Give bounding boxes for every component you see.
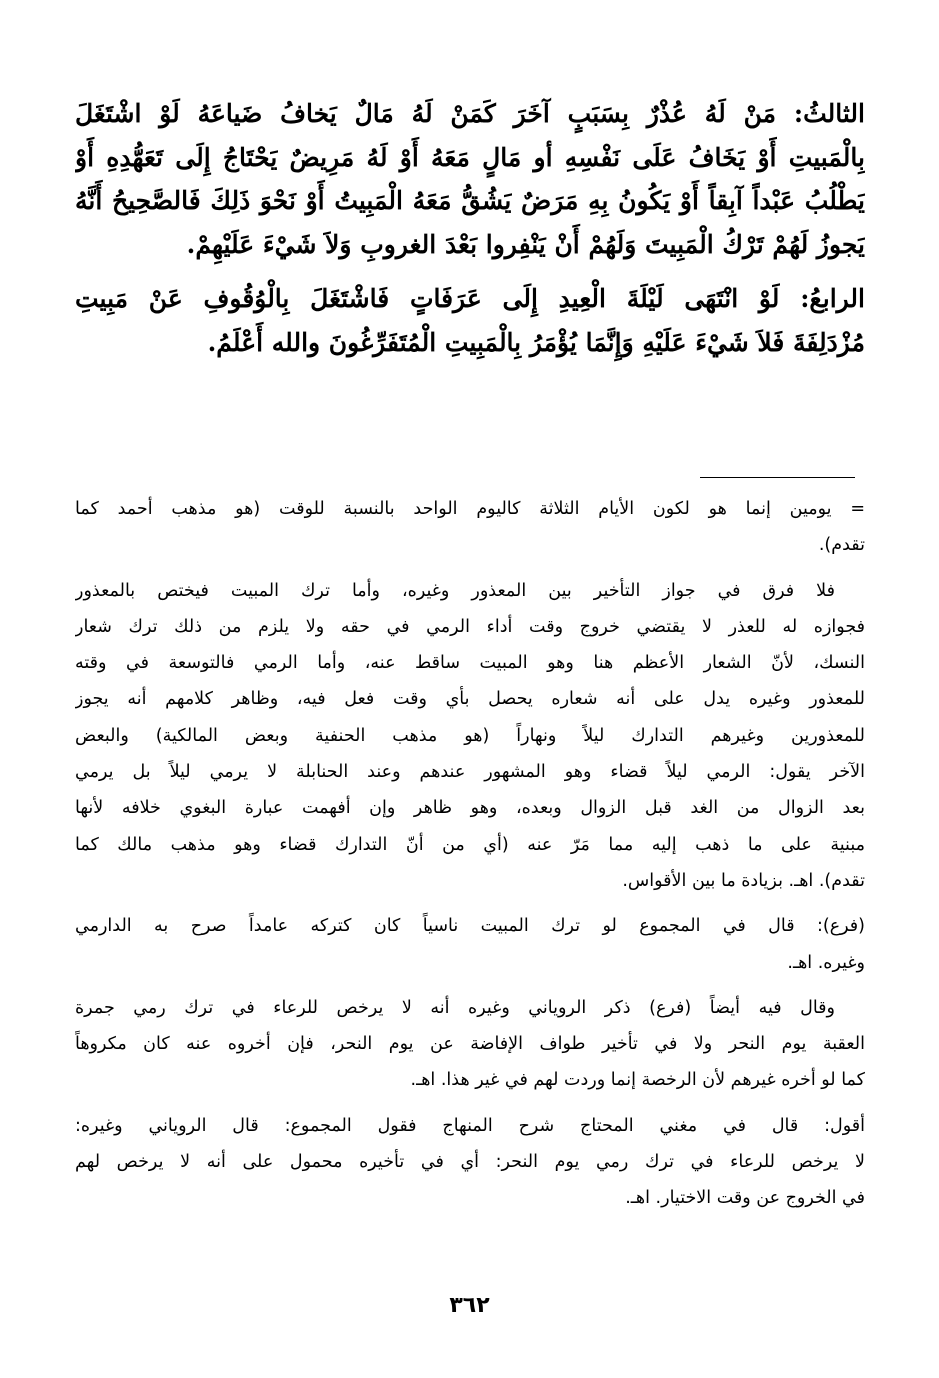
footnote-line: = يومين إنما هو لكون الأيام الثلاثة كاليوم الواحد بالنسبة للوقت (هو مذهب أحمد كما <box>75 499 865 519</box>
text-line: يَطْلُبُ عَبْداً آبِقاً أَوْ يَكُونُ بِهِ مَرَضٌ يَشُقُّ مَعَهُ الْمَبِيتُ أَوْ نَحْوَ ذَلِكَ فَالصَّحِيحُ أَنَّهُ <box>75 186 865 215</box>
section-label: الرابعُ: <box>800 284 865 313</box>
paragraph-third <box>75 92 865 266</box>
footnote-line: تقدم). اهـ. بزيادة ما بين الأقواس. <box>622 870 865 891</box>
footnote-paragraph <box>75 908 865 981</box>
section-label: الثالثُ: <box>793 99 865 128</box>
text-line-content: لَوْ انْتَهَى لَيْلَةَ الْعِيدِ إِلَى عَرَفَاتٍ فَاشْتَغَلَ بِالْوُقُوفِ عَنْ مَبِيتِ <box>75 284 780 313</box>
footnote-line: فلا فرق في جواز التأخير بين المعذور وغيره، وأما ترك المبيت فيختص بالمعذور <box>75 580 835 601</box>
footnote-line: في الخروج عن وقت الاختيار. اهـ. <box>625 1188 865 1209</box>
footnote-line: وغيره. اهـ. <box>787 952 865 973</box>
footnote-line: مبنية على ما ذهب إليه مما مَرّ عنه (أي من أنّ التدارك قضاء وهو مذهب مالك كما <box>75 834 865 855</box>
footnote-line: بعد الزوال من الغد قبل الزوال وبعده، وهو ظاهر وإن أفهمت عبارة البغوي خلافه لأنها <box>75 798 865 819</box>
main-text <box>75 92 865 375</box>
footnote-paragraph <box>75 1108 865 1217</box>
footnote-paragraph <box>75 990 865 1099</box>
footnote-divider <box>700 477 855 478</box>
page-number: ٣٦٢ <box>449 1293 490 1318</box>
footnote-line: فجوازه له للعذر لا يقتضي خروج وقت أداء الرمي في حقه ولا يلزم من ذلك ترك شعار <box>75 616 865 637</box>
footnote-line: (فرع): قال في المجموع لو ترك المبيت ناسياً كان كتركه عامداً صرح به الدارمي <box>75 916 865 937</box>
text-line <box>75 277 865 321</box>
footnote-paragraph <box>75 491 865 564</box>
footnote-line: وقال فيه أيضاً (فرع) ذكر الروياني وغيره أنه لا يرخص للرعاء في ترك رمي جمرة <box>75 997 835 1018</box>
footnote-line: أقول: قال في مغني المحتاج شرح المنهاج فقول المجموع: قال الروياني وغيره: <box>75 1115 865 1136</box>
text-line-content: مَنْ لَهُ عُذْرٌ بِسَبَبٍ آخَرَ كَمَنْ لَهُ مَالٌ يَخافُ ضَياعَهُ لَوْ اشْتَغَلَ <box>75 99 777 128</box>
paragraph-fourth <box>75 277 865 364</box>
footnotes <box>75 491 865 1226</box>
footnote-line: للمعذور وغيره يدل على أنه شعاره يحصل بأي وقت فعل فيه، وظاهر كلامهم أنه يجوز <box>75 689 865 710</box>
footnote-line: تقدم). <box>818 535 865 556</box>
text-line: مُزْدَلِفَةَ فَلاَ شَيْءَ عَلَيْهِ وَإِنَّمَا يُؤْمَرُ بِالْمَبِيتِ الْمُتَفَرِّغُونَ والله أَعْلَمُ. <box>207 327 865 357</box>
text-line: بِالْمَبيتِ أَوْ يَخَافُ عَلَى نَفْسِهِ أو مَالٍ مَعَهُ أَوْ لَهُ مَرِيضٌ يَحْتَاجُ إِلَى تَعَهُّدِهِ أَوْ <box>75 142 865 172</box>
footnote-line: للمعذورين وغيرهم التدارك ليلاً ونهاراً (هو مذهب الحنفية وبعض المالكية) والبعض <box>75 725 865 746</box>
footnote-paragraph <box>75 573 865 900</box>
footnote-line: كما لو أخره غيرهم لأن الرخصة إنما وردت لهم في غير هذا. اهـ. <box>410 1070 865 1091</box>
text-line: يَجوزُ لَهُمْ تَرْكُ الْمَبِيتَ وَلَهُمْ أَنْ يَنْفِروا بَعْدَ الغروبِ وَلاَ شَيْءَ عَلَيْهِمْ. <box>186 229 865 259</box>
footnote-line: العقبة يوم النحر ولا في تأخير طواف الإفاضة عن يوم النحر، فإن أخروه عنه كان مكروهاً <box>75 1034 865 1055</box>
footnote-line: لا يرخص للرعاء في ترك رمي يوم النحر: أي في تأخيره محمول على أنه لا يرخص لهم <box>75 1152 865 1173</box>
footnote-line: الآخر يقول: الرمي ليلاً قضاء وهو المشهور عندهم وعند الحنابلة لا يرمي ليلاً بل يرمي <box>75 762 865 783</box>
footnote-line: النسك، لأنّ الشعار الأعظم هنا وهو المبيت ساقط عنه، وأما الرمي فالتوسعة في وقته <box>75 653 865 674</box>
text-line <box>75 92 865 136</box>
